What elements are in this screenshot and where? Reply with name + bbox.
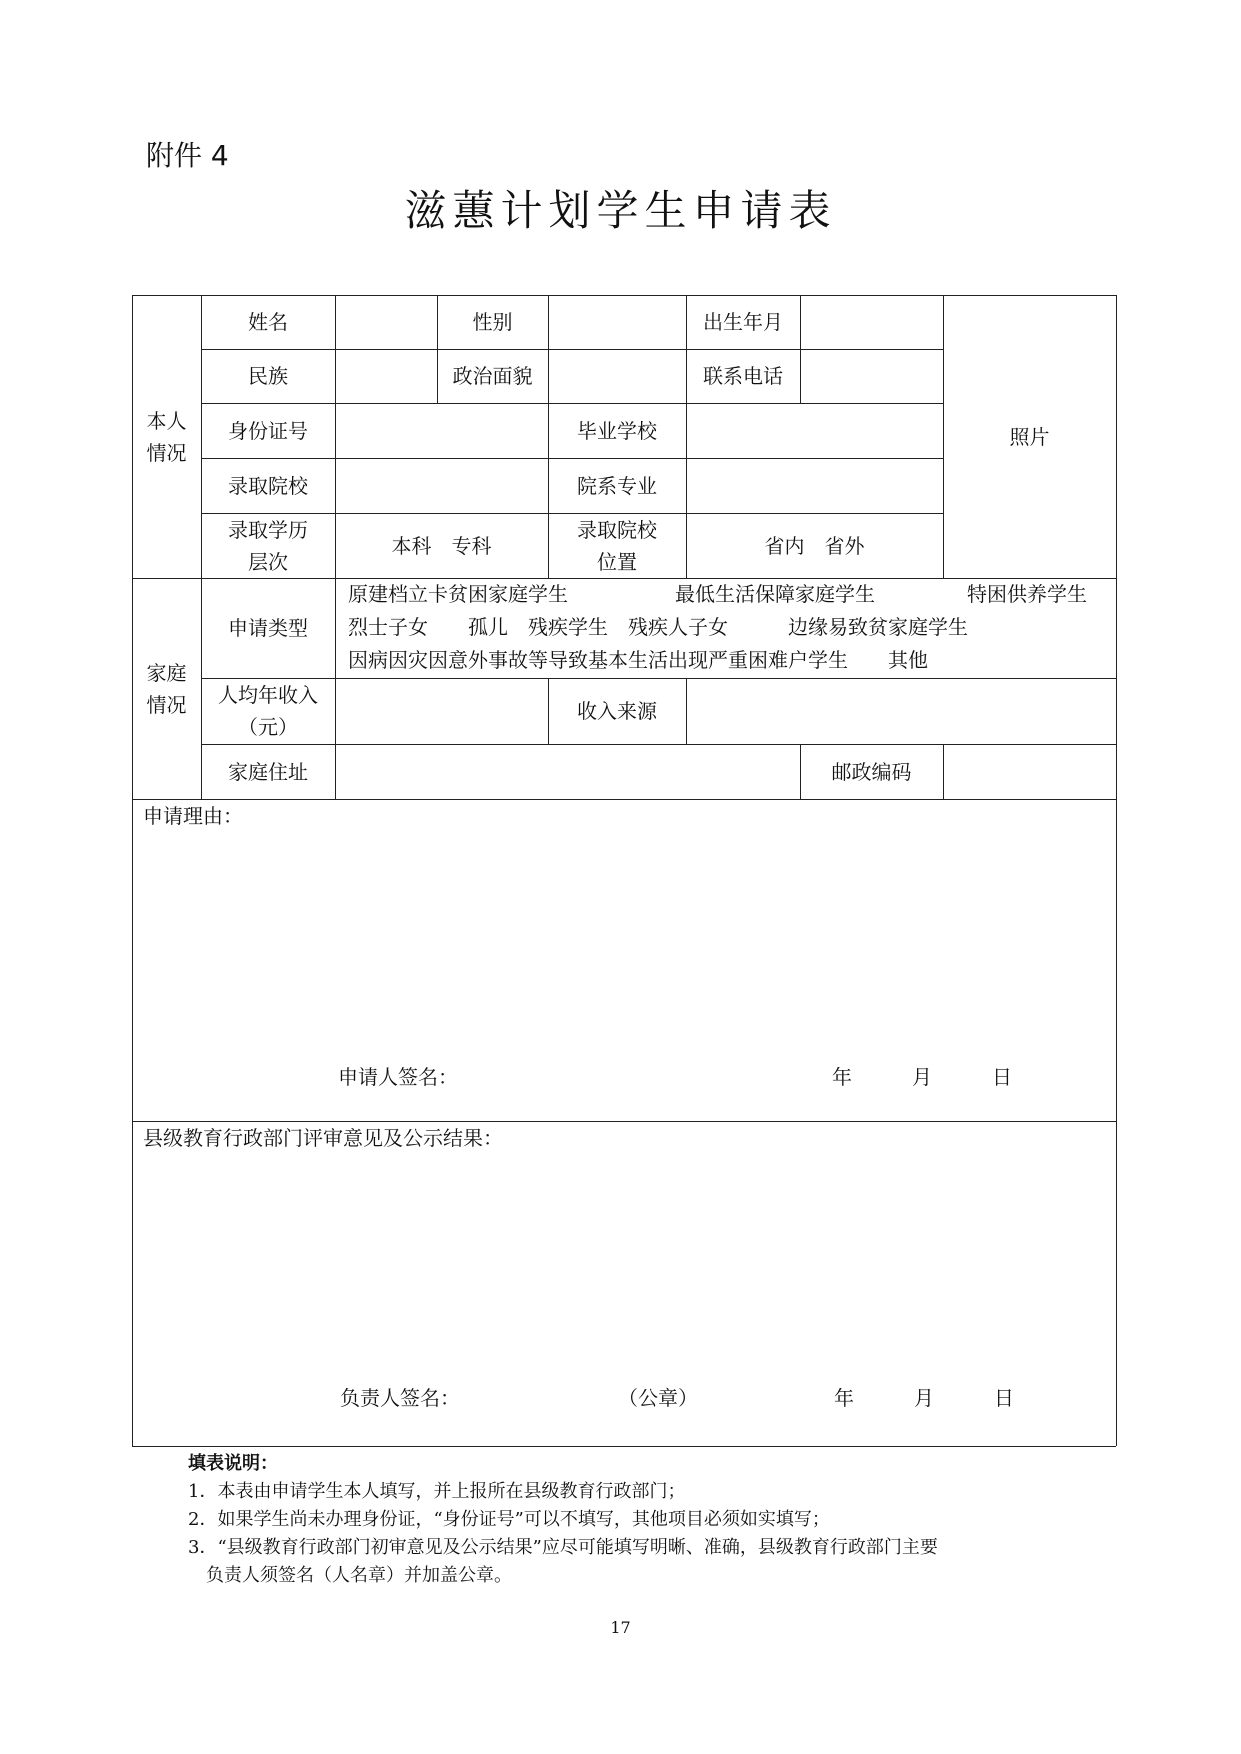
instruction-item: 负责人须签名（人名章）并加盖公章。	[188, 1565, 512, 1586]
postcode-field[interactable]	[943, 744, 1116, 799]
attachment-label: 附件 4	[146, 139, 229, 172]
phone-field[interactable]	[800, 349, 943, 403]
apply-type-options-line3[interactable]: 因病因灾因意外事故等导致基本生活出现严重困难户学生 其他	[348, 648, 928, 672]
gender-label: 性别	[472, 310, 513, 334]
edu-level-options[interactable]: 本科 专科	[391, 533, 492, 558]
birth-field[interactable]	[800, 295, 943, 349]
fill-instructions	[188, 1450, 938, 1590]
edu-level-label: 录取学历 层次	[228, 517, 308, 574]
income-label: 人均年收入 （元）	[218, 683, 318, 739]
ethnicity-field[interactable]	[335, 349, 437, 403]
gender-field[interactable]	[548, 295, 686, 349]
photo-box[interactable]: 照片	[1009, 424, 1050, 449]
postcode-label: 邮政编码	[831, 759, 912, 784]
admitted-school-field[interactable]	[335, 458, 548, 513]
instruction-item: 2．如果学生尚未办理身份证，“身份证号”可以不填写，其他项目必须如实填写；	[188, 1509, 830, 1530]
id-number-label: 身份证号	[228, 418, 308, 443]
page-number: 17	[610, 1618, 631, 1637]
personal-section-label: 本人 情况	[146, 408, 187, 465]
income-source-field[interactable]	[686, 678, 1116, 744]
review-label: 县级教育行政部门评审意见及公示结果：	[143, 1126, 503, 1150]
name-field[interactable]	[335, 295, 437, 349]
political-field[interactable]	[548, 349, 686, 403]
instruction-item: 3．“县级教育行政部门初审意见及公示结果”应尽可能填写明晰、准确，县级教育行政部门主要	[188, 1537, 938, 1558]
apply-type-option[interactable]: 最低生活保障家庭学生	[675, 582, 875, 606]
school-location-options[interactable]: 省内 省外	[764, 533, 865, 558]
reason-field[interactable]	[140, 835, 1110, 1055]
applicant-date[interactable]: 年 月 日	[832, 1065, 1012, 1089]
income-field[interactable]	[335, 678, 548, 744]
family-section-label: 家庭 情况	[146, 660, 187, 717]
name-label: 姓名	[248, 310, 288, 334]
review-field[interactable]	[140, 1160, 1110, 1380]
reason-label: 申请理由：	[143, 804, 243, 828]
apply-type-options-line2[interactable]: 烈士子女 孤儿 残疾学生 残疾人子女 边缘易致贫家庭学生	[348, 615, 968, 639]
officer-signature-label: 负责人签名：	[340, 1386, 460, 1410]
apply-type-label: 申请类型	[228, 616, 308, 640]
form-title: 滋蕙计划学生申请表	[404, 186, 837, 235]
apply-type-option[interactable]: 特困供养学生	[967, 582, 1087, 606]
political-label: 政治面貌	[452, 364, 533, 388]
ethnicity-label: 民族	[248, 364, 288, 388]
instruction-item: 1．本表由申请学生本人填写，并上报所在县级教育行政部门；	[188, 1481, 686, 1502]
instructions-heading: 填表说明：	[188, 1453, 278, 1474]
address-label: 家庭住址	[228, 759, 308, 784]
id-number-field[interactable]	[335, 403, 548, 458]
apply-type-option[interactable]: 原建档立卡贫困家庭学生	[348, 582, 568, 606]
official-seal-label: （公章）	[618, 1386, 698, 1410]
income-source-label: 收入来源	[577, 699, 657, 723]
address-field[interactable]	[335, 744, 800, 799]
admitted-school-label: 录取院校	[228, 473, 308, 498]
grad-school-field[interactable]	[686, 403, 943, 458]
review-date[interactable]: 年 月 日	[834, 1386, 1014, 1410]
department-label: 院系专业	[577, 473, 657, 498]
grad-school-label: 毕业学校	[577, 418, 657, 443]
phone-label: 联系电话	[703, 364, 783, 388]
department-field[interactable]	[686, 458, 943, 513]
school-location-label: 录取院校 位置	[577, 517, 657, 574]
applicant-signature-label: 申请人签名：	[338, 1065, 458, 1089]
birth-label: 出生年月	[703, 310, 783, 334]
